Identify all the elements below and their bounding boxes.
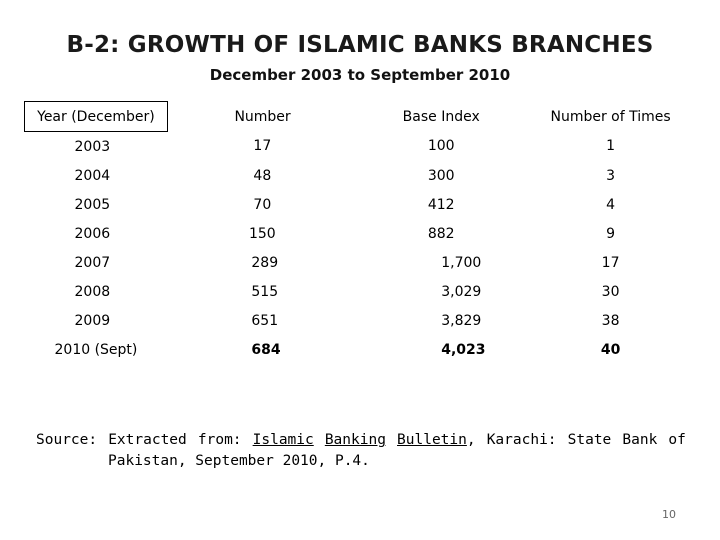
source-word-underlined: Banking bbox=[324, 432, 386, 448]
table-row bbox=[25, 161, 697, 190]
table-row bbox=[25, 248, 697, 277]
cell-base-index: 4,023 bbox=[441, 341, 486, 358]
header-number: Number bbox=[234, 108, 291, 125]
cell-base-index: 882 bbox=[427, 225, 455, 242]
source-word-underlined: Islamic bbox=[252, 432, 314, 448]
cell-times: 3 bbox=[606, 167, 616, 184]
cell-number: 17 bbox=[253, 138, 272, 155]
cell-number: 684 bbox=[251, 341, 281, 358]
page-subtitle: December 2003 to September 2010 bbox=[209, 66, 511, 84]
cell-number: 150 bbox=[248, 225, 276, 242]
page-number: 10 bbox=[662, 508, 676, 521]
cell-base-index: 300 bbox=[427, 167, 455, 184]
header-base-index: Base Index bbox=[402, 108, 480, 125]
table-row bbox=[25, 219, 697, 248]
source-note bbox=[36, 430, 686, 472]
cell-year: 2007 bbox=[74, 254, 111, 271]
table-row bbox=[25, 132, 697, 162]
source-word: from: bbox=[197, 432, 242, 448]
source-word: Extracted bbox=[108, 432, 187, 448]
cell-year: 2003 bbox=[74, 138, 111, 155]
cell-number: 515 bbox=[251, 283, 279, 300]
source-word: Source: bbox=[36, 432, 98, 448]
header-year: Year (December) bbox=[25, 102, 168, 132]
source-word: Karachi: bbox=[486, 432, 557, 448]
cell-times: 9 bbox=[606, 225, 616, 242]
cell-year: 2005 bbox=[74, 196, 111, 213]
table-header-row bbox=[25, 102, 697, 132]
cell-base-index: 100 bbox=[427, 138, 455, 155]
header-number-of-times: Number of Times bbox=[550, 108, 671, 125]
cell-year: 2010 (Sept) bbox=[54, 341, 138, 358]
cell-year: 2006 bbox=[74, 225, 111, 242]
table-row bbox=[25, 306, 697, 335]
cell-number: 651 bbox=[251, 312, 279, 329]
cell-times: 4 bbox=[606, 196, 616, 213]
cell-times: 17 bbox=[601, 254, 620, 271]
source-line-1 bbox=[36, 430, 686, 451]
cell-times: 40 bbox=[600, 341, 621, 358]
table-row bbox=[25, 277, 697, 306]
table-row bbox=[25, 335, 697, 364]
cell-times: 38 bbox=[601, 312, 620, 329]
cell-number: 48 bbox=[253, 167, 272, 184]
cell-base-index: 3,029 bbox=[441, 283, 482, 300]
source-line-2: Pakistan, September 2010, P.4. bbox=[108, 453, 370, 469]
cell-base-index: 1,700 bbox=[441, 254, 482, 271]
source-word: Bank bbox=[622, 432, 658, 448]
source-comma: , bbox=[466, 432, 476, 448]
cell-base-index: 3,829 bbox=[441, 312, 482, 329]
cell-year: 2008 bbox=[74, 283, 111, 300]
cell-year: 2009 bbox=[74, 312, 111, 329]
cell-times: 1 bbox=[606, 138, 616, 155]
source-word: of bbox=[668, 432, 686, 448]
source-word: State bbox=[567, 432, 612, 448]
table-row bbox=[25, 190, 697, 219]
source-bulletin bbox=[397, 430, 476, 451]
cell-times: 30 bbox=[601, 283, 620, 300]
cell-number: 289 bbox=[251, 254, 279, 271]
cell-number: 70 bbox=[253, 196, 272, 213]
page-title: B-2: GROWTH OF ISLAMIC BANKS BRANCHES bbox=[66, 32, 654, 58]
branches-table bbox=[24, 101, 696, 364]
cell-base-index: 412 bbox=[427, 196, 455, 213]
cell-year: 2004 bbox=[74, 167, 111, 184]
source-word-underlined: Bulletin bbox=[397, 432, 467, 448]
